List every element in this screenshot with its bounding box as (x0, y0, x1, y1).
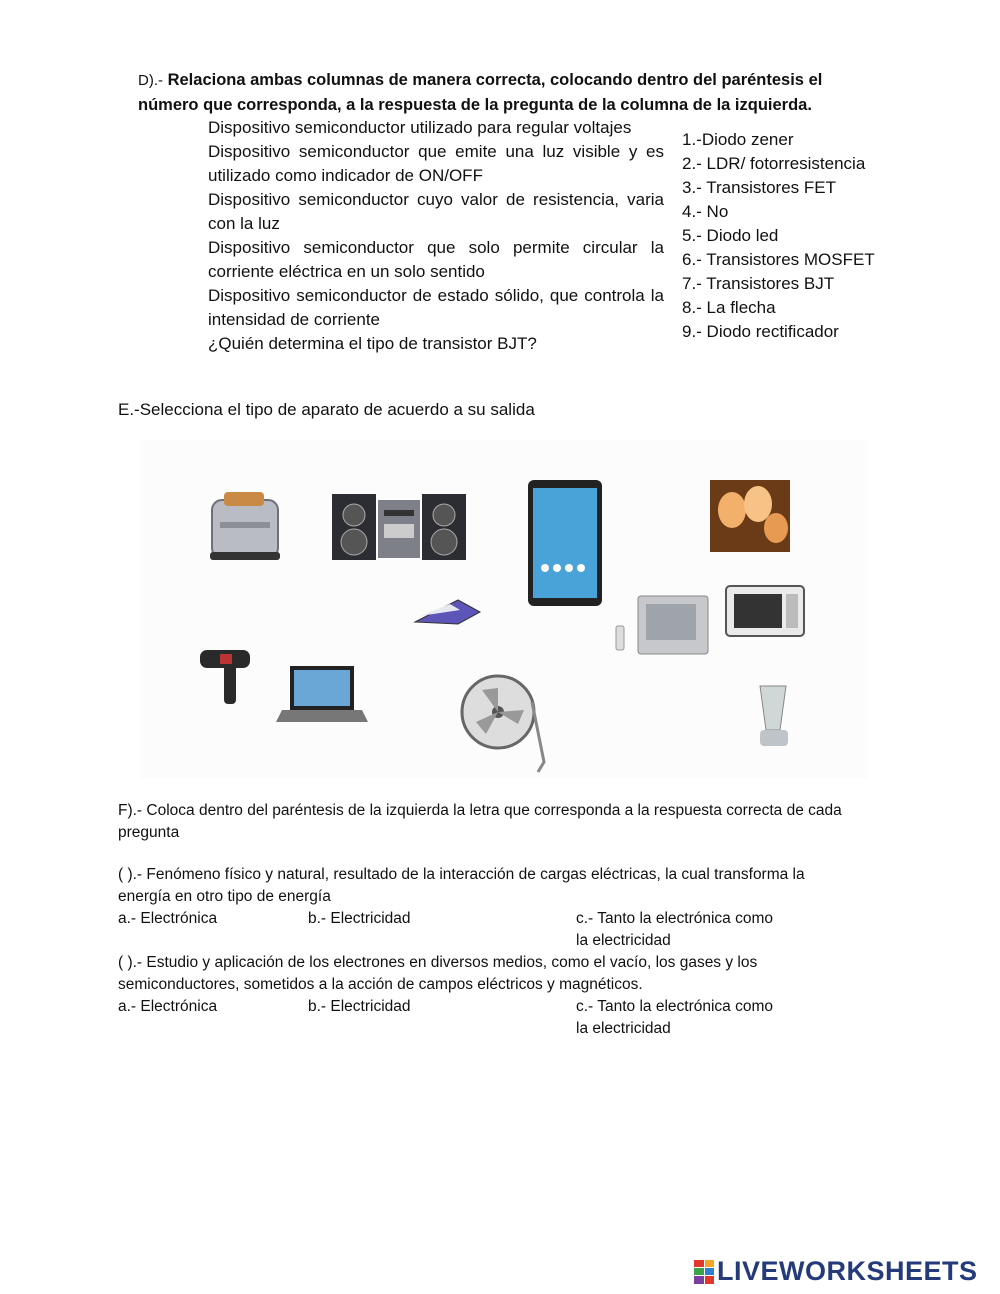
section-f-instruction: F).- Coloca dentro del paréntesis de la izquierda la letra que corresponda a la respuesta correcta de cada pregunta (118, 802, 842, 841)
question-5: Dispositivo semiconductor de estado sólido, que controla la intensidad de corriente (208, 286, 664, 329)
logo-text: LIVEWORKSHEETS (717, 1256, 978, 1286)
question-6: ¿Quién determina el tipo de transistor BJT? (208, 334, 537, 353)
answer-3: 3.- Transistores FET (682, 178, 836, 197)
answer-4: 4.- No (682, 202, 729, 221)
q1-option-b: b.- Electricidad (308, 910, 411, 927)
section-d-prefix: D).- (138, 72, 163, 89)
answer-8: 8.- La flecha (682, 298, 776, 317)
q2-option-b: b.- Electricidad (308, 998, 411, 1015)
light-bulbs-icon (710, 480, 790, 552)
section-f-question-2: ( ).- Estudio y aplicación de los electrones en diversos medios, como el vacío, los gases y los semiconductores, sometidos a la acción de campos eléctricos y magnéticos. (118, 954, 758, 993)
questions-column (208, 116, 664, 356)
answer-6: 6.- Transistores MOSFET (682, 250, 875, 269)
q1-option-c-line2: la electricidad (576, 932, 671, 949)
microwave-icon (726, 586, 804, 636)
question-4: Dispositivo semiconductor que solo permite circular la corriente eléctrica en un solo sentido (208, 238, 664, 281)
section-e-title: E.-Selecciona el tipo de aparato de acuerdo a su salida (118, 400, 535, 419)
section-d-instruction-text: Relaciona ambas columnas de manera correcta, colocando dentro del paréntesis el número que corresponda, a la respuesta de la pregunta de la columna de la izquierda. (138, 71, 823, 114)
answer-1: 1.-Diodo zener (682, 130, 794, 149)
blender-icon (760, 686, 788, 746)
tablet-icon (528, 480, 602, 606)
stereo-icon (332, 494, 466, 560)
section-d-instruction (138, 68, 868, 117)
answer-7: 7.- Transistores BJT (682, 274, 835, 293)
appliances-image (140, 440, 868, 778)
fan-icon (462, 676, 544, 772)
tv-icon (616, 596, 708, 654)
q2-option-c-line2: la electricidad (576, 1020, 671, 1037)
toaster-icon (210, 492, 280, 560)
q1-option-c-line1: c.- Tanto la electrónica como (576, 910, 774, 927)
appliances-illustration (140, 440, 868, 778)
laptop-icon (276, 666, 368, 722)
hair-dryer-icon (200, 650, 250, 704)
q1-option-a: a.- Electrónica (118, 910, 218, 927)
answer-5: 5.- Diodo led (682, 226, 779, 245)
question-1: Dispositivo semiconductor utilizado para regular voltajes (208, 118, 632, 137)
iron-icon (415, 600, 480, 624)
logo-mark-icon (694, 1260, 714, 1284)
answer-9: 9.- Diodo rectificador (682, 322, 839, 341)
liveworksheets-logo (694, 1256, 978, 1287)
section-f-question-1: ( ).- Fenómeno físico y natural, resultado de la interacción de cargas eléctricas, la cual transforma la energía en otro tipo de energía (118, 866, 805, 905)
q2-option-c-line1: c.- Tanto la electrónica como (576, 998, 774, 1015)
q2-option-a: a.- Electrónica (118, 998, 218, 1015)
question-2: Dispositivo semiconductor que emite una luz visible y es utilizado como indicador de ON/OFF (208, 142, 664, 185)
question-3: Dispositivo semiconductor cuyo valor de resistencia, varia con la luz (208, 190, 664, 233)
answer-2: 2.- LDR/ fotorresistencia (682, 154, 866, 173)
answers-column (682, 128, 902, 344)
